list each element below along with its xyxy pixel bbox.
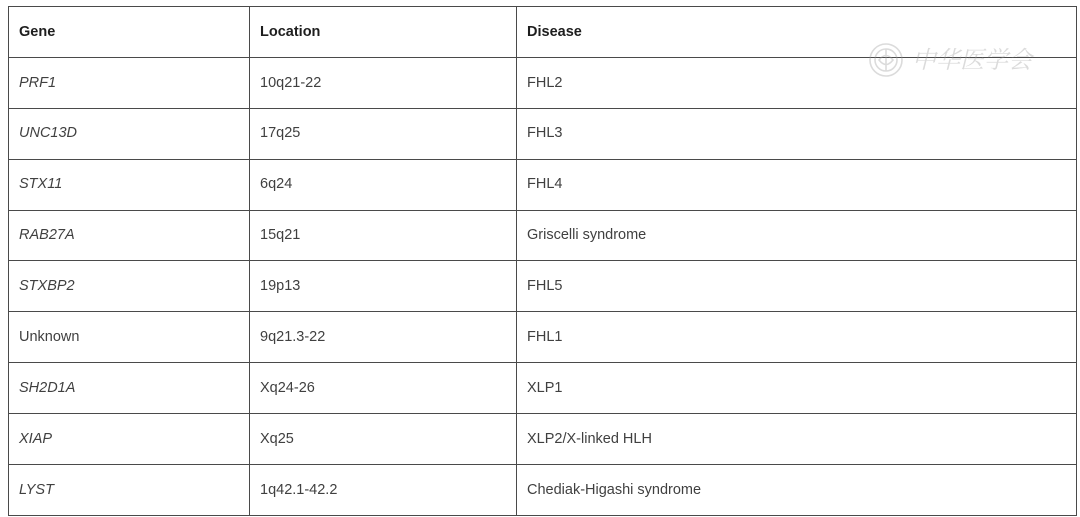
cell-gene: STXBP2: [9, 261, 250, 312]
cell-gene: LYST: [9, 465, 250, 516]
cell-disease: FHL5: [517, 261, 1077, 312]
table-row: [9, 312, 1077, 363]
table-header-row: [9, 7, 1077, 58]
header-disease: Disease: [517, 7, 1077, 58]
cell-location: 19p13: [250, 261, 517, 312]
cell-location: 6q24: [250, 159, 517, 210]
cell-location: 17q25: [250, 108, 517, 159]
cell-disease: FHL1: [517, 312, 1077, 363]
cell-gene: PRF1: [9, 57, 250, 108]
table-row: [9, 210, 1077, 261]
cell-disease: Chediak-Higashi syndrome: [517, 465, 1077, 516]
cell-location: 1q42.1-42.2: [250, 465, 517, 516]
table-row: [9, 363, 1077, 414]
gene-table-container: [8, 6, 1076, 515]
watermark-text: 中华医学会: [912, 46, 1032, 74]
cell-disease: Griscelli syndrome: [517, 210, 1077, 261]
cell-location: Xq24-26: [250, 363, 517, 414]
table-row: [9, 261, 1077, 312]
cell-gene: STX11: [9, 159, 250, 210]
cell-disease: FHL4: [517, 159, 1077, 210]
gene-disease-table: [8, 6, 1077, 516]
header-location: Location: [250, 7, 517, 58]
cell-location: 10q21-22: [250, 57, 517, 108]
cell-disease: XLP2/X-linked HLH: [517, 414, 1077, 465]
cell-location: 15q21: [250, 210, 517, 261]
cell-location: Xq25: [250, 414, 517, 465]
cell-gene: SH2D1A: [9, 363, 250, 414]
table-row: [9, 57, 1077, 108]
cell-location: 9q21.3-22: [250, 312, 517, 363]
cell-gene: RAB27A: [9, 210, 250, 261]
header-gene: Gene: [9, 7, 250, 58]
cell-disease: FHL3: [517, 108, 1077, 159]
cell-gene: UNC13D: [9, 108, 250, 159]
cell-gene: XIAP: [9, 414, 250, 465]
cell-gene: Unknown: [9, 312, 250, 363]
table-row: [9, 414, 1077, 465]
cell-disease: FHL2: [517, 57, 1077, 108]
cell-disease: XLP1: [517, 363, 1077, 414]
table-row: [9, 465, 1077, 516]
table-row: [9, 159, 1077, 210]
table-row: [9, 108, 1077, 159]
